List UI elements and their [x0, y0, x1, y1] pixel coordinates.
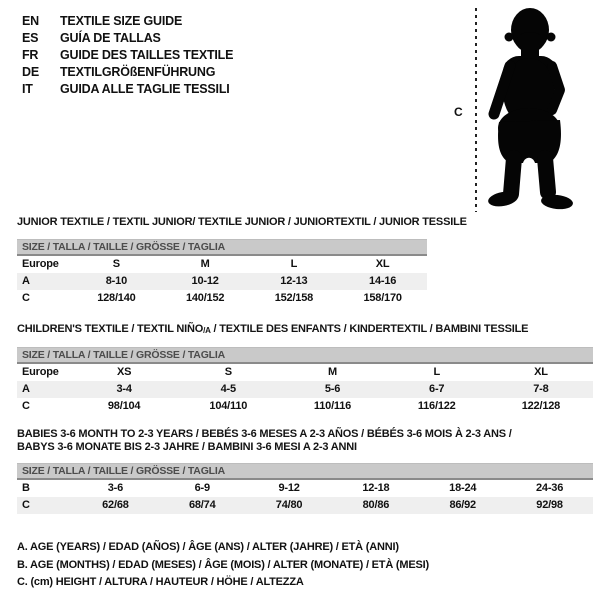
table-cell: 7-8 — [533, 383, 549, 395]
table-cell: 6-9 — [194, 482, 210, 494]
language-row — [22, 47, 233, 64]
size-table — [17, 347, 593, 415]
table-cell: 12-18 — [362, 482, 390, 494]
table-cell: XL — [375, 258, 390, 270]
table-cell: XL — [534, 366, 548, 378]
language-title: TEXTILE SIZE GUIDE — [60, 14, 183, 28]
table-row — [17, 381, 593, 398]
language-row — [22, 64, 233, 81]
section-title — [17, 428, 593, 454]
row-label: A — [22, 275, 30, 287]
language-row — [22, 81, 233, 98]
table-row — [17, 364, 593, 381]
section-title-line — [17, 428, 593, 441]
table-cell: 12-13 — [280, 275, 308, 287]
section-title — [17, 323, 593, 337]
section-title-text: JUNIOR TEXTILE / TEXTIL JUNIOR/ TEXTILE JUNIOR / JUNIORTEXTIL / JUNIOR TESSILE — [17, 216, 467, 228]
table-cell: 4-5 — [220, 383, 236, 395]
table-cell: L — [433, 366, 440, 378]
table-row — [17, 480, 593, 497]
table-cell: 110/116 — [313, 400, 352, 412]
table-cell: 18-24 — [449, 482, 477, 494]
section-title-line — [17, 323, 593, 337]
table-cell: 128/140 — [97, 292, 136, 304]
row-label: Europe — [22, 258, 59, 270]
table-cell: 86/92 — [449, 499, 476, 511]
table-cell: XS — [116, 366, 132, 378]
size-section — [17, 323, 593, 415]
language-row — [22, 13, 233, 30]
language-code: FR — [22, 48, 39, 62]
table-row — [17, 398, 593, 415]
tables-area — [17, 216, 593, 514]
figure-area — [440, 0, 600, 220]
table-cell: S — [224, 366, 232, 378]
legend-line: A. AGE (YEARS) / EDAD (AÑOS) / ÂGE (ANS) / ALTER (JAHRE) / ETÀ (ANNI) — [17, 541, 399, 553]
table-cell: 3-4 — [116, 383, 132, 395]
table-cell: 6-7 — [429, 383, 445, 395]
language-title: GUIDE DES TAILLES TEXTILE — [60, 48, 234, 62]
row-label: C — [22, 292, 30, 304]
legend-line: C. (cm) HEIGHT / ALTURA / HAUTEUR / HÖHE / ALTEZZA — [17, 576, 304, 588]
row-label: B — [22, 482, 30, 494]
section-title-text: BABYS 3-6 MONATE BIS 2-3 JAHRE / BAMBINI 3-6 MESI A 2-3 ANNI — [17, 441, 357, 453]
table-row — [17, 256, 427, 273]
size-header-row: SIZE / TALLA / TAILLE / GRÖSSE / TAGLIA — [17, 347, 593, 364]
table-cell: 3-6 — [107, 482, 124, 494]
table-cell: L — [290, 258, 298, 270]
language-title: GUÍA DE TALLAS — [60, 31, 161, 45]
table-cell: 9-12 — [278, 482, 300, 494]
table-cell: M — [328, 366, 337, 378]
size-section — [17, 216, 593, 307]
table-cell: 158/170 — [363, 292, 402, 304]
section-title-line — [17, 216, 593, 229]
section-title-text: / TEXTILE DES ENFANTS / KINDERTEXTIL / BAMBINI TESSILE — [210, 323, 529, 335]
table-cell: M — [200, 258, 210, 270]
language-list — [22, 13, 233, 98]
baby-silhouette-icon — [487, 8, 574, 211]
table-cell: 10-12 — [191, 275, 219, 287]
row-label: Europe — [22, 366, 59, 378]
table-row — [17, 290, 427, 307]
table-cell: 104/110 — [209, 400, 248, 412]
table-cell: 116/122 — [417, 400, 456, 412]
language-title: GUIDA ALLE TAGLIE TESSILI — [60, 82, 230, 96]
language-code: DE — [22, 65, 39, 79]
table-row — [17, 497, 593, 514]
table-cell: 5-6 — [324, 383, 341, 395]
language-row — [22, 30, 233, 47]
language-code: ES — [22, 31, 39, 45]
table-cell: 62/68 — [102, 499, 129, 511]
size-header-row: SIZE / TALLA / TAILLE / GRÖSSE / TAGLIA — [17, 239, 427, 256]
table-cell: 68/74 — [188, 499, 216, 511]
table-cell: S — [112, 258, 120, 270]
table-cell: 92/98 — [536, 499, 563, 511]
size-header-row: SIZE / TALLA / TAILLE / GRÖSSE / TAGLIA — [17, 463, 593, 480]
table-cell: 122/128 — [521, 400, 561, 412]
section-title-text: BABIES 3-6 MONTH TO 2-3 YEARS / BEBÉS 3-6 MESES A 2-3 AÑOS / BÉBÉS 3-6 MOIS À 2-3 ANS / — [17, 428, 512, 440]
table-cell: 80/86 — [362, 499, 390, 511]
section-title — [17, 216, 593, 229]
figure-height-label: C — [454, 105, 463, 119]
size-section — [17, 428, 593, 514]
language-title: TEXTILGRÖßENFÜHRUNG — [60, 65, 216, 79]
row-label: A — [22, 383, 30, 395]
size-table — [17, 463, 593, 514]
baby-silhouette-figure — [440, 0, 600, 220]
legend — [17, 539, 429, 592]
section-title-line — [17, 441, 593, 454]
section-title-text: CHILDREN'S TEXTILE / TEXTIL NIÑO — [17, 323, 204, 335]
row-label: C — [22, 499, 30, 511]
section-title-text: /A — [203, 326, 211, 335]
table-cell: 74/80 — [275, 499, 303, 511]
table-cell: 24-36 — [535, 482, 564, 494]
table-row — [17, 273, 427, 290]
table-cell: 14-16 — [369, 275, 397, 287]
table-cell: 152/158 — [274, 292, 314, 304]
row-label: C — [22, 400, 30, 412]
table-cell: 8-10 — [105, 275, 127, 287]
language-code: EN — [22, 14, 39, 28]
legend-line: B. AGE (MONTHS) / EDAD (MESES) / ÂGE (MOIS) / ALTER (MONATE) / ETÀ (MESI) — [17, 558, 429, 571]
table-cell: 140/152 — [185, 292, 225, 304]
size-table — [17, 239, 427, 307]
language-code: IT — [22, 82, 33, 96]
table-cell: 98/104 — [107, 400, 141, 412]
